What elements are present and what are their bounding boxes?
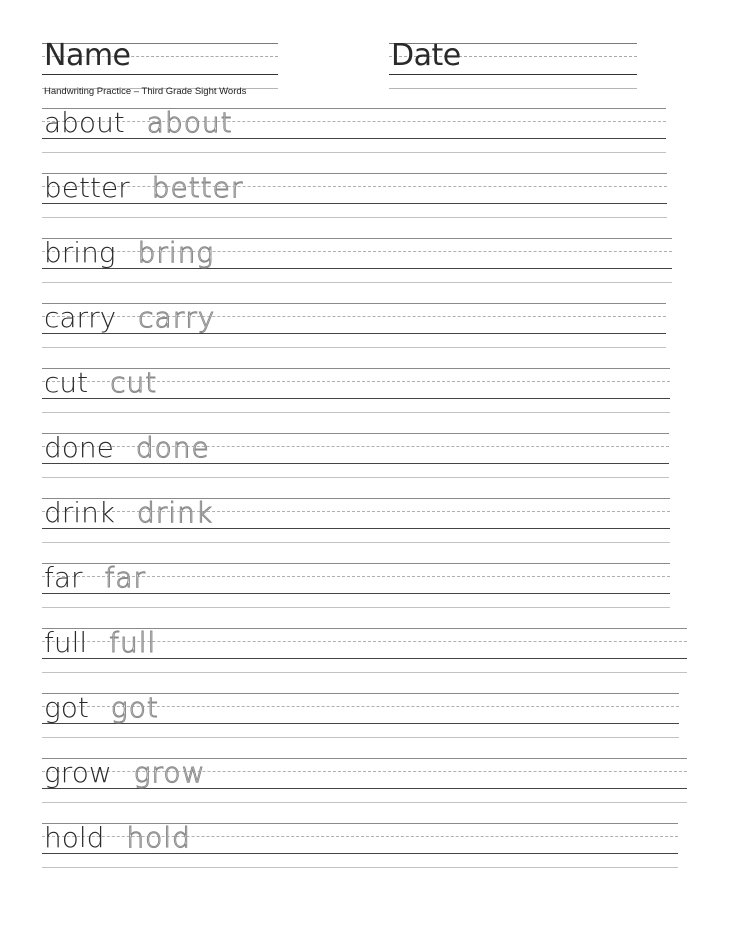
- row-bottom-line: [42, 607, 670, 608]
- model-word: carry: [44, 301, 117, 334]
- row-bottom-line: [42, 477, 669, 478]
- practice-row[interactable]: [42, 368, 670, 414]
- practice-row[interactable]: [42, 563, 670, 609]
- practice-row[interactable]: [42, 238, 672, 284]
- trace-word: about: [146, 106, 233, 139]
- row-bottom-line: [42, 412, 670, 413]
- row-words: [44, 431, 210, 465]
- trace-word: got: [110, 691, 159, 724]
- row-bottom-line: [42, 347, 666, 348]
- row-words: [44, 236, 214, 270]
- model-word: cut: [44, 366, 89, 399]
- row-words: [44, 756, 205, 790]
- row-bottom-line: [42, 867, 678, 868]
- row-bottom-line: [42, 542, 670, 543]
- practice-row[interactable]: [42, 498, 670, 544]
- practice-row[interactable]: [42, 433, 669, 479]
- name-label: Name: [44, 38, 131, 73]
- practice-row[interactable]: [42, 693, 679, 739]
- trace-word: bring: [137, 236, 215, 269]
- row-words: [44, 821, 191, 855]
- row-words: [44, 626, 156, 660]
- model-word: grow: [44, 756, 112, 789]
- row-words: [44, 301, 215, 335]
- date-bottom-line: [389, 88, 637, 89]
- date-label: Date: [391, 38, 461, 73]
- practice-row[interactable]: [42, 303, 666, 349]
- row-bottom-line: [42, 152, 666, 153]
- model-word: hold: [44, 821, 105, 854]
- name-base-line: [42, 74, 278, 75]
- practice-row[interactable]: [42, 173, 667, 219]
- practice-row[interactable]: [42, 758, 687, 804]
- trace-word: full: [109, 626, 157, 659]
- row-words: [44, 106, 233, 140]
- date-field[interactable]: [389, 38, 637, 91]
- worksheet-subtitle: Handwriting Practice – Third Grade Sight Words: [44, 86, 247, 97]
- row-bottom-line: [42, 217, 667, 218]
- trace-word: far: [104, 561, 147, 594]
- model-word: better: [44, 171, 130, 204]
- row-bottom-line: [42, 737, 679, 738]
- trace-word: cut: [110, 366, 158, 399]
- model-word: full: [44, 626, 88, 659]
- model-word: done: [44, 431, 114, 464]
- practice-row[interactable]: [42, 108, 666, 154]
- trace-word: carry: [138, 301, 216, 334]
- trace-word: better: [151, 171, 244, 204]
- row-words: [44, 366, 157, 400]
- practice-row[interactable]: [42, 823, 678, 869]
- model-word: bring: [44, 236, 116, 269]
- date-base-line: [389, 74, 637, 75]
- row-words: [44, 561, 146, 595]
- trace-word: grow: [133, 756, 206, 789]
- model-word: about: [44, 106, 125, 139]
- trace-word: done: [135, 431, 210, 464]
- practice-row[interactable]: [42, 628, 687, 674]
- trace-word: hold: [126, 821, 191, 854]
- row-bottom-line: [42, 282, 672, 283]
- row-words: [44, 171, 243, 205]
- trace-word: drink: [137, 496, 214, 529]
- row-words: [44, 496, 213, 530]
- model-word: far: [44, 561, 83, 594]
- model-word: drink: [44, 496, 116, 529]
- model-word: got: [44, 691, 89, 724]
- row-bottom-line: [42, 802, 687, 803]
- row-words: [44, 691, 159, 725]
- row-bottom-line: [42, 672, 687, 673]
- name-field[interactable]: [42, 38, 278, 91]
